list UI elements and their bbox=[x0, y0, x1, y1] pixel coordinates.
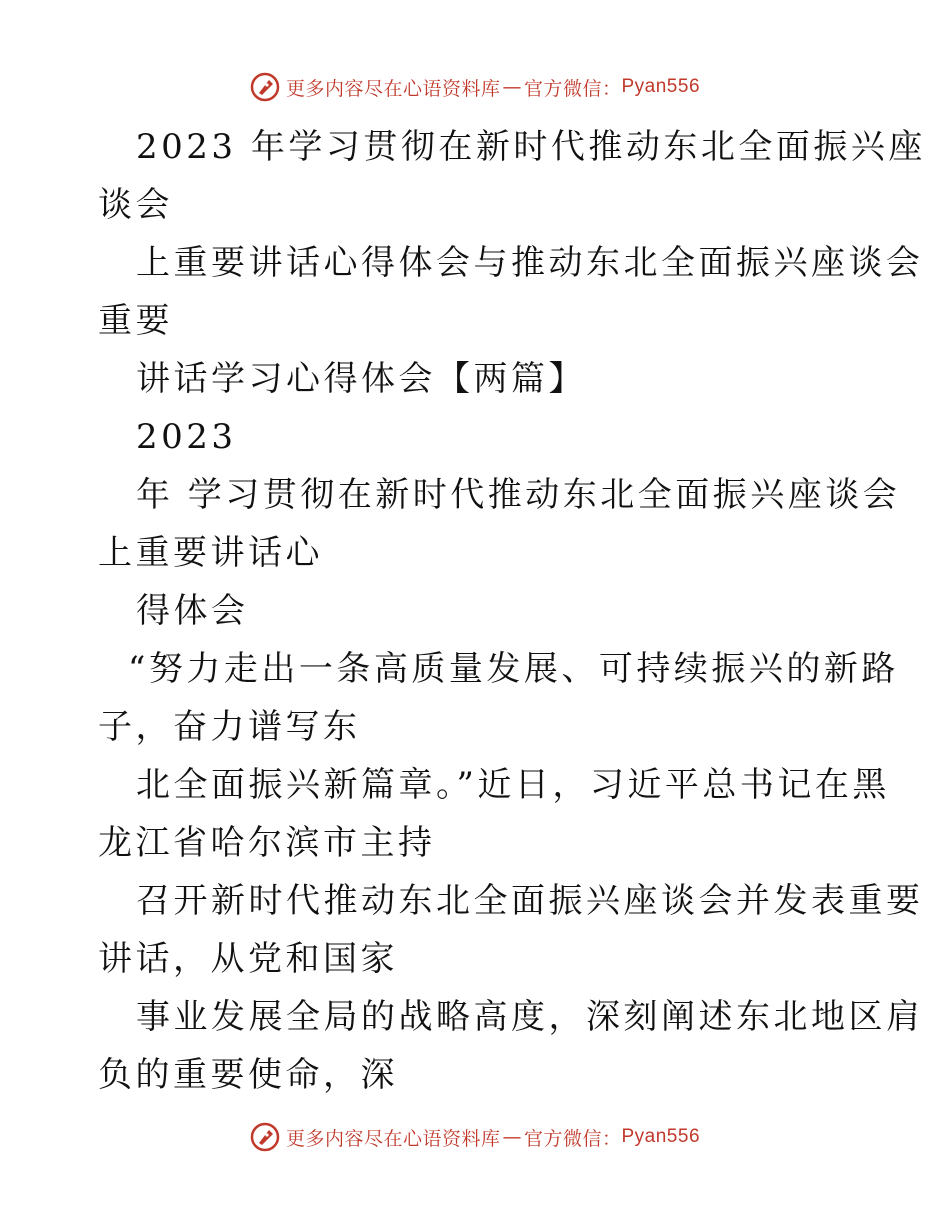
watermark-suffix: 官方微信： bbox=[523, 77, 622, 100]
watermark-suffix: 官方微信： bbox=[523, 1127, 622, 1150]
body-line-2: 子，奋力谱写东 bbox=[98, 707, 361, 747]
subtitle-year: 2023 bbox=[136, 417, 237, 457]
body-line-1: “努力走出一条高质量发展、可持续振兴的新路 bbox=[128, 649, 899, 689]
watermark-id: Pyan556 bbox=[621, 76, 701, 97]
watermark-text: 更多内容尽在心语资料库 bbox=[285, 1127, 501, 1150]
pen-nib-logo-icon bbox=[250, 1122, 280, 1152]
body-line-6: 讲话，从党和国家 bbox=[98, 939, 398, 979]
body-line-4: 龙江省哈尔滨市主持 bbox=[98, 823, 436, 863]
pen-nib-logo-icon bbox=[250, 72, 280, 102]
title-line-5: 讲话学习心得体会【两篇】 bbox=[136, 359, 586, 399]
footer-watermark bbox=[0, 1122, 950, 1152]
watermark-separator: — bbox=[502, 1126, 522, 1148]
body-line-7: 事业发展全局的战略高度，深刻阐述东北地区肩 bbox=[136, 997, 924, 1037]
subtitle-line-2: 上重要讲话心 bbox=[98, 533, 323, 573]
watermark-text: 更多内容尽在心语资料库 bbox=[285, 77, 501, 100]
watermark-separator: — bbox=[502, 76, 522, 98]
title-line-1: 2023 年学习贯彻在新时代推动东北全面振兴座 bbox=[136, 127, 926, 167]
header-watermark bbox=[0, 72, 950, 102]
title-line-4: 重要 bbox=[98, 301, 173, 341]
body-line-8: 负的重要使命，深 bbox=[98, 1055, 398, 1095]
document-body bbox=[98, 118, 926, 1104]
body-line-3: 北全面振兴新篇章。”近日，习近平总书记在黑 bbox=[136, 765, 890, 805]
title-line-2: 谈会 bbox=[98, 185, 173, 225]
watermark-id: Pyan556 bbox=[621, 1126, 701, 1147]
body-line-5: 召开新时代推动东北全面振兴座谈会并发表重要 bbox=[136, 881, 924, 921]
subtitle-line-1: 年 学习贯彻在新时代推动东北全面振兴座谈会 bbox=[136, 475, 901, 515]
subtitle-line-3: 得体会 bbox=[136, 591, 249, 631]
title-line-3: 上重要讲话心得体会与推动东北全面振兴座谈会 bbox=[136, 243, 924, 283]
